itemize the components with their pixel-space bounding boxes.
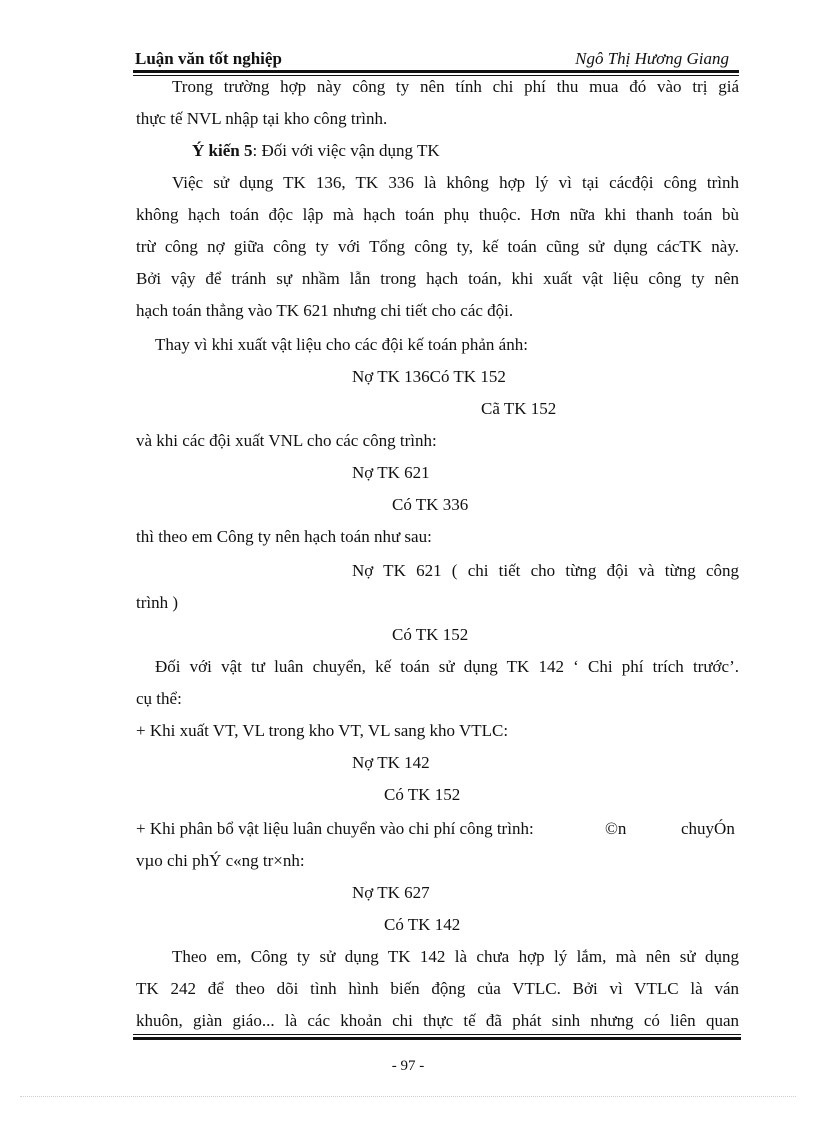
text-line: + Khi phân bổ vật liệu luân chuyển vào chi phí công trình:	[136, 819, 534, 838]
journal-entry: Nợ TK 621 ( chi tiết cho từng đội và từng công	[352, 561, 739, 580]
garbled-text: ©n	[605, 819, 627, 838]
garbled-text: chuyÓn	[681, 819, 735, 838]
page-number: - 97 -	[391, 1058, 425, 1074]
page-header	[133, 49, 739, 71]
journal-entry: Có TK 142	[384, 915, 461, 934]
page-edge-divider	[20, 1096, 796, 1097]
text-line: trình )	[136, 593, 179, 612]
text-line: hạch toán thẳng vào TK 621 nhưng chi tiết cho các đội.	[136, 301, 514, 320]
journal-entry: Nợ TK 142	[352, 753, 430, 772]
text-line: không hạch toán độc lập mà hạch toán phụ thuộc. Hơn nữa khi thanh toán bù	[136, 205, 739, 224]
header-rule	[133, 70, 739, 76]
header-thesis-title: Luận văn tốt nghiệp	[135, 49, 282, 68]
text-line: TK 242 để theo dõi tình hình biến động của VTLC. Bởi vì VTLC là ván	[136, 979, 739, 998]
garbled-text: vµo chi phÝ c«ng tr×nh:	[136, 851, 305, 870]
opinion-text: : Đối với việc vận dụng TK	[252, 141, 440, 160]
opinion-label: Ý kiến 5	[192, 141, 253, 160]
journal-entry: Có TK 152	[384, 785, 461, 804]
journal-entry: Nợ TK 627	[352, 883, 430, 902]
text-line: và khi các đội xuất VNL cho các công trình:	[136, 431, 437, 450]
header-author: Ngô Thị Hương Giang	[575, 49, 729, 68]
text-line: trừ công nợ giữa công ty với Tổng công ty, kế toán cũng sử dụng cácTK này.	[136, 237, 739, 256]
journal-entry: Có TK 152	[392, 625, 469, 644]
text-line: khuôn, giàn giáo... là các khoản chi thực tế đã phát sinh nhưng có liên quan	[136, 1011, 739, 1030]
text-line: + Khi xuất VT, VL trong kho VT, VL sang kho VTLC:	[136, 721, 509, 740]
text-line: thì theo em Công ty nên hạch toán như sau:	[136, 527, 432, 546]
journal-entry: Nợ TK 136Có TK 152	[352, 367, 506, 386]
opinion-heading	[192, 141, 440, 161]
journal-entry: Cã TK 152	[481, 399, 557, 418]
text-line: cụ thể:	[136, 689, 182, 708]
text-line: thực tế NVL nhập tại kho công trình.	[136, 109, 388, 128]
text-line: Theo em, Công ty sử dụng TK 142 là chưa hợp lý lắm, mà nên sử dụng	[172, 947, 739, 966]
footer-rule	[133, 1034, 741, 1040]
text-line: Đối với vật tư luân chuyển, kế toán sử dụng TK 142 ‘ Chi phí trích trước’.	[155, 657, 739, 676]
text-line: Trong trường hợp này công ty nên tính chi phí thu mua đó vào trị giá	[172, 77, 739, 96]
text-line: Thay vì khi xuất vật liệu cho các đội kế toán phản ánh:	[155, 335, 528, 354]
journal-entry: Có TK 336	[392, 495, 469, 514]
journal-entry: Nợ TK 621	[352, 463, 430, 482]
text-line: Việc sử dụng TK 136, TK 336 là không hợp lý vì tại cácđội công trình	[172, 173, 739, 192]
text-line: Bởi vậy để tránh sự nhầm lẫn trong hạch toán, khi xuất vật liệu công ty nên	[136, 269, 739, 288]
